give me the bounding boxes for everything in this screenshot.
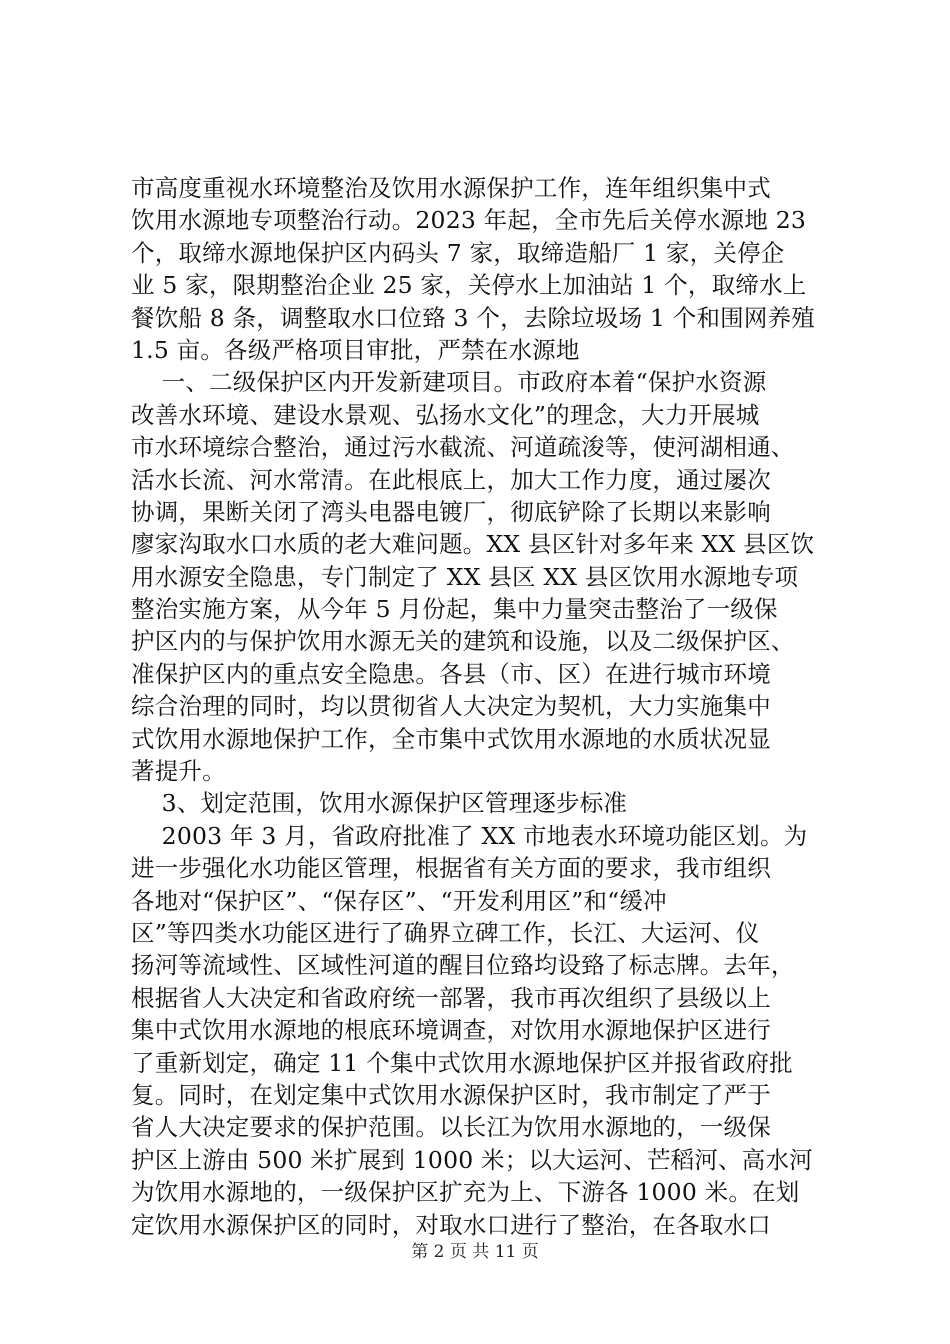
text-line: 整治实施方案，从今年 5 月份起，集中力量突击整治了一级保 xyxy=(131,595,778,624)
page-footer: 第 2 页 共 11 页 xyxy=(411,1242,539,1262)
text-line: 区”等四类水功能区进行了确界立碑工作，长江、大运河、仪 xyxy=(131,918,760,947)
text-line: 协调，果断关闭了湾头电器电镀厂，彻底铲除了长期以来影响 xyxy=(131,497,771,526)
text-line: 省人大决定要求的保护范围。以长江为饮用水源地的，一级保 xyxy=(131,1113,771,1142)
text-line: 护区内的与保护饮用水源无关的建筑和设施，以及二级保护区、 xyxy=(131,627,795,656)
text-line: 复。同时，在划定集中式饮用水源保护区时，我市制定了严于 xyxy=(131,1080,771,1109)
text-line: 定饮用水源保护区的同时，对取水口进行了整治，在各取水口 xyxy=(131,1210,771,1239)
text-line: 业 5 家，限期整治企业 25 家，关停水上加油站 1 个，取缔水上 xyxy=(131,271,807,300)
text-line: 市水环境综合整治，通过污水截流、河道疏浚等，使河湖相通、 xyxy=(131,433,795,462)
text-line: 为饮用水源地的，一级保护区扩充为上、下游各 1000 米。在划 xyxy=(131,1178,800,1207)
text-line: 市高度重视水环境整治及饮用水源保护工作，连年组织集中式 xyxy=(131,174,771,202)
text-line: 护区上游由 500 米扩展到 1000 米；以大运河、芒稻河、高水河 xyxy=(131,1145,813,1174)
text-line: 各地对“保护区”、“保存区”、“开发利用区”和“缓冲 xyxy=(131,886,667,915)
body-text xyxy=(131,172,827,1241)
text-line: 1.5 亩。各级严格项目审批，严禁在水源地 xyxy=(131,335,580,364)
text-line: 了重新划定，确定 11 个集中式饮用水源地保护区并报省政府批 xyxy=(131,1048,793,1077)
text-line: 饮用水源地专项整治行动。2023 年起，全市先后关停水源地 23 xyxy=(131,206,807,235)
text-line: 3、划定范围，饮用水源保护区管理逐步标准 xyxy=(131,789,628,818)
text-line: 2003 年 3 月，省政府批准了 XX 市地表水环境功能区划。为 xyxy=(131,821,808,850)
text-line: 准保护区内的重点安全隐患。各县（市、区）在进行城市环境 xyxy=(131,659,771,688)
text-line: 综合治理的同时，均以贯彻省人大决定为契机，大力实施集中 xyxy=(131,692,771,721)
text-line: 一、二级保护区内开发新建项目。市政府本着“保护水资源 xyxy=(131,368,767,397)
text-line: 根据省人大决定和省政府统一部署，我市再次组织了县级以上 xyxy=(131,983,771,1012)
text-line: 餐饮船 8 条，调整取水口位臵 3 个，去除垃圾场 1 个和围网养殖 xyxy=(131,303,815,332)
text-line: 扬河等流域性、区域性河道的醒目位臵均设臵了标志牌。去年， xyxy=(131,951,795,980)
text-line: 改善水环境、建设水景观、弘扬水文化”的理念，大力开展城 xyxy=(131,400,760,429)
text-line: 个，取缔水源地保护区内码头 7 家，取缔造船厂 1 家，关停企 xyxy=(131,238,785,267)
text-line: 进一步强化水功能区管理，根据省有关方面的要求，我市组织 xyxy=(131,854,771,883)
text-line: 著提升。 xyxy=(131,757,226,786)
text-line: 式饮用水源地保护工作，全市集中式饮用水源地的水质状况显 xyxy=(131,724,771,753)
text-line: 用水源安全隐患，专门制定了 XX 县区 XX 县区饮用水源地专项 xyxy=(131,562,799,591)
text-line: 活水长流、河水常清。在此根底上，加大工作力度，通过屡次 xyxy=(131,465,771,494)
text-line: 集中式饮用水源地的根底环境调查，对饮用水源地保护区进行 xyxy=(131,1016,771,1045)
text-line: 廖家沟取水口水质的老大难问题。XX 县区针对多年来 XX 县区饮 xyxy=(131,530,815,559)
